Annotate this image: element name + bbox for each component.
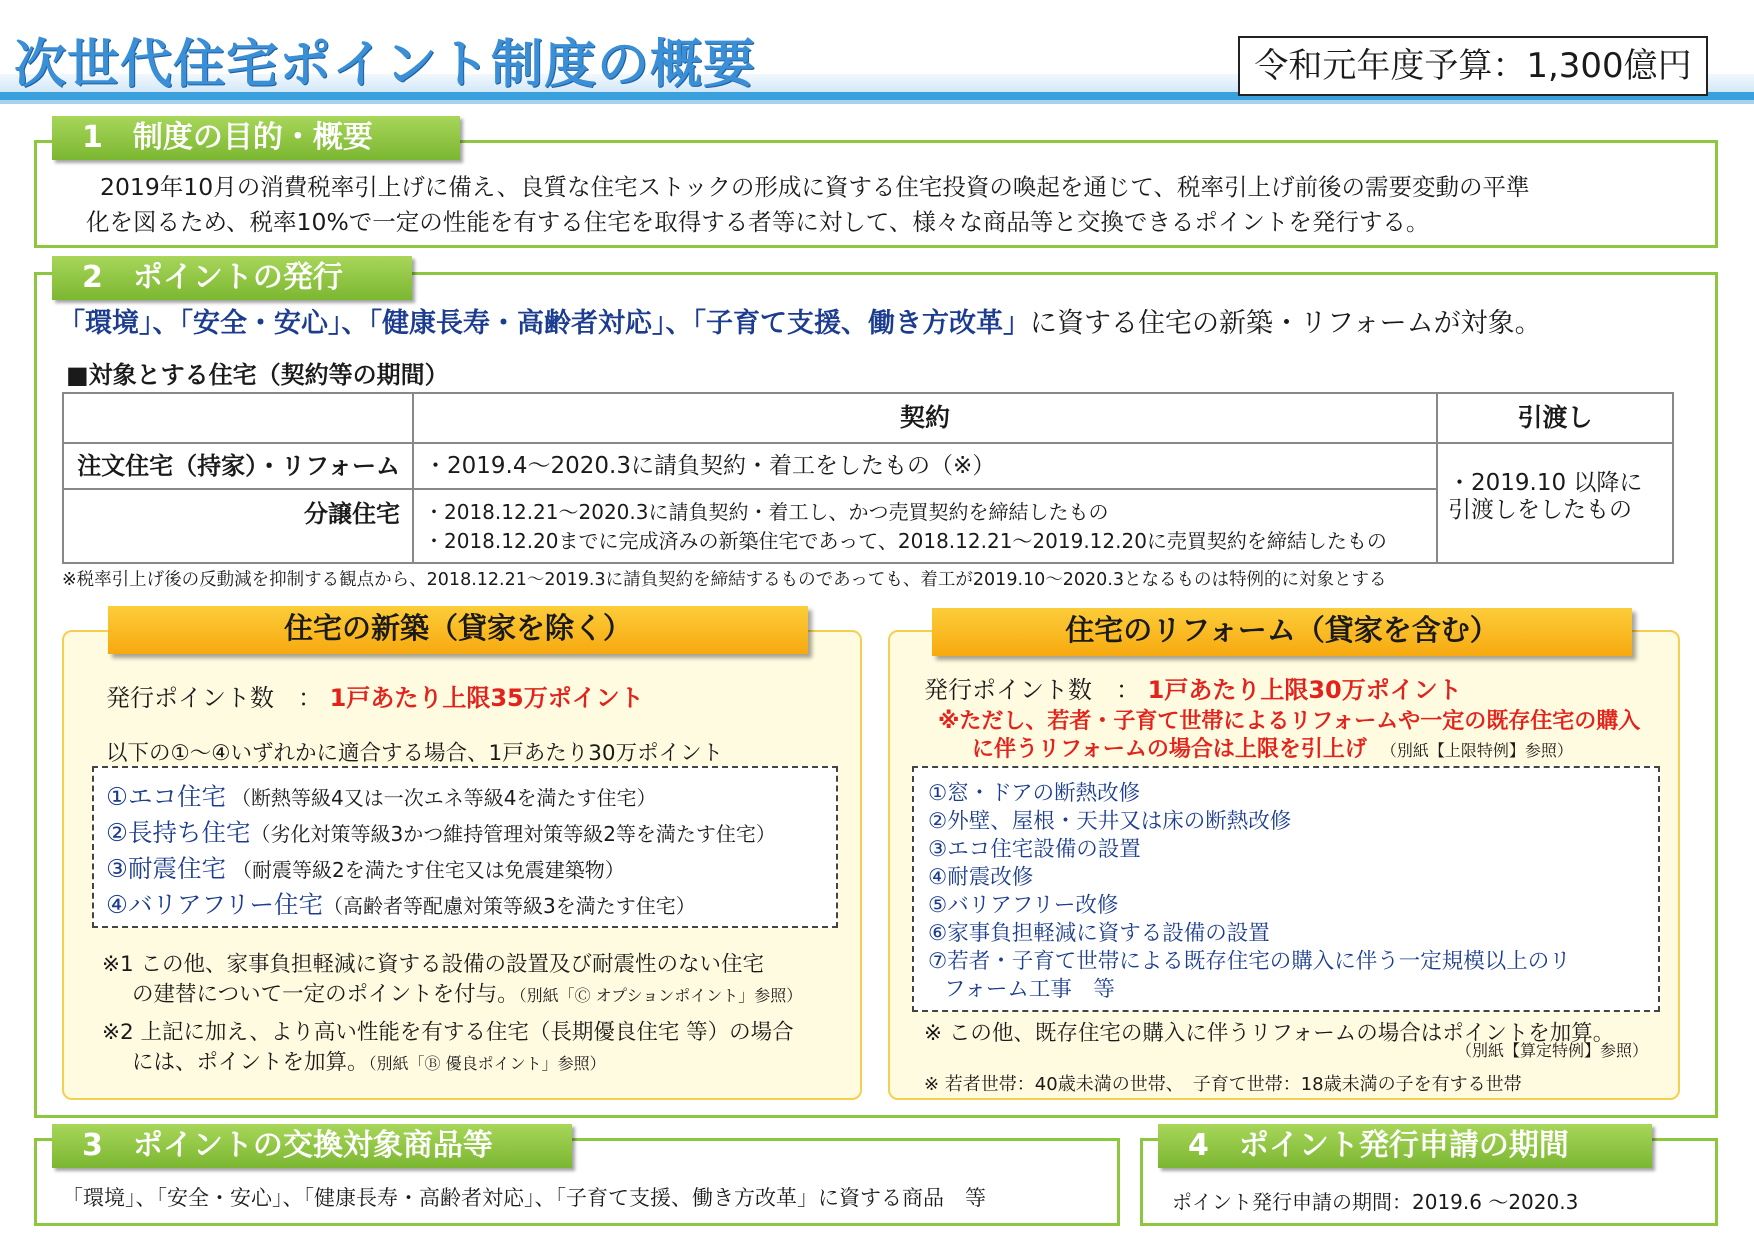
reform-note1-ref: （別紙【算定特例】参照） xyxy=(1456,1041,1649,1060)
section2-tab: 2 ポイントの発行 xyxy=(52,256,412,300)
new-build-points-value: 1戸あたり上限35万ポイント xyxy=(329,684,644,712)
new-build-item-desc: （劣化対策等級3かつ維持管理対策等級2等を満たす住宅） xyxy=(250,822,776,846)
reform-item: ⑤バリアフリー改修 xyxy=(928,893,1119,918)
reform-exception-line2 xyxy=(972,732,1573,763)
new-build-item-name: ④バリアフリー住宅 xyxy=(106,890,323,919)
new-build-item-barrier-free xyxy=(106,886,696,921)
reform-points xyxy=(924,670,1462,705)
section3-text: 「環境」、「安全・安心」、「健康長寿・高齢者対応」、「子育て支援、働き方改革」に資する商品 等 xyxy=(62,1186,986,1210)
section1-text xyxy=(50,170,1690,240)
reform-points-value: 1戸あたり上限30万ポイント xyxy=(1147,676,1462,704)
new-build-note1-line2 xyxy=(102,980,842,1011)
new-build-note1 xyxy=(102,950,842,1011)
new-build-item-desc: （耐震等級2を満たす住宅又は免震建築物） xyxy=(241,858,625,882)
table-row1-label: 注文住宅（持家）・リフォーム xyxy=(77,452,400,480)
reform-item: ①窓・ドアの断熱改修 xyxy=(928,781,1141,806)
table-header-contract: 契約 xyxy=(899,403,950,432)
reform-item: ⑥家事負担軽減に資する設備の設置 xyxy=(928,921,1270,946)
table-rule-row1 xyxy=(64,488,1436,490)
section1-text-line2: 化を図るため、税率10%で一定の性能を有する住宅を取得する者等に対して、様々な商品等と交換できるポイントを発行する。 xyxy=(86,208,1430,236)
target-housing-table xyxy=(62,392,1674,564)
reform-item: ②外壁、屋根・天井又は床の断熱改修 xyxy=(928,809,1292,834)
section2-heading-emphasis: 「環境」、「安全・安心」、「健康長寿・高齢者対応」、「子育て支援、働き方改革」 xyxy=(58,308,1030,339)
table-delivery-line1: ・2019.10 以降に xyxy=(1448,470,1643,496)
section1-tab: 1 制度の目的・概要 xyxy=(52,116,460,160)
new-build-note2-ref: （別紙「Ⓑ 優良ポイント」参照） xyxy=(368,1054,606,1073)
reform-note1: ※ この他、既存住宅の購入に伴うリフォームの場合はポイントを加算。 xyxy=(924,1021,1615,1046)
table-delivery-cell xyxy=(1448,470,1670,524)
new-build-note1-ref: （別紙「Ⓒ オプションポイント」参照） xyxy=(518,986,803,1005)
reform-exception-text: に伴うリフォームの場合は上限を引上げ xyxy=(972,737,1367,762)
reform-item: フォーム工事 等 xyxy=(944,977,1115,1002)
reform-points-label: 発行ポイント数 ： xyxy=(924,676,1140,704)
table-note: ※税率引上げ後の反動減を抑制する観点から、2018.12.21～2019.3に請負契約を締結するものであっても、着工が2019.10～2020.3となるものは特例的に対象とする xyxy=(62,570,1387,590)
new-build-item-desc: （高齢者等配慮対策等級3を満たす住宅） xyxy=(322,894,696,918)
reform-note2: ※ 若者世帯：40歳未満の世帯、 子育て世帯：18歳未満の子を有する世帯 xyxy=(924,1074,1522,1095)
section1-text-line1: 2019年10月の消費税率引上げに備え、良質な住宅ストックの形成に資する住宅投資の喚起を通じて、税率引上げ前後の需要変動の平準 xyxy=(100,173,1530,201)
section2-heading-rest: に資する住宅の新築・リフォームが対象。 xyxy=(1030,308,1542,339)
new-build-item-name: ①エコ住宅 xyxy=(106,782,226,811)
new-build-points-label: 発行ポイント数 ： xyxy=(106,684,322,712)
new-build-item-name: ③耐震住宅 xyxy=(106,854,226,883)
new-build-item-desc: （断熱等級4又は一次エネ等級4を満たす住宅） xyxy=(231,786,657,810)
section4-tab: 4 ポイント発行申請の期間 xyxy=(1158,1124,1652,1168)
table-header-delivery: 引渡し xyxy=(1517,403,1593,432)
section2-heading xyxy=(58,304,1542,344)
reform-item: ③エコ住宅設備の設置 xyxy=(928,837,1141,862)
new-build-criteria-list xyxy=(92,766,838,928)
reform-tab: 住宅のリフォーム（貸家を含む） xyxy=(932,608,1632,656)
new-build-item-eco xyxy=(106,778,657,813)
table-row2-contract-line1: ・2018.12.21～2020.3に請負契約・着工し、かつ売買契約を締結したもの xyxy=(424,500,1109,524)
header-stripe-pale xyxy=(0,100,1754,104)
new-build-points xyxy=(106,678,644,713)
reform-exception-ref: （別紙【上限特例】参照） xyxy=(1388,741,1573,760)
page-title: 次世代住宅ポイント制度の概要 xyxy=(14,35,757,95)
reform-work-list xyxy=(912,766,1660,1012)
table-delivery-line2: 引渡しをしたもの xyxy=(1448,497,1632,523)
new-build-note1-line1: ※1 この他、家事負担軽減に資する設備の設置及び耐震性のない住宅 xyxy=(102,952,765,977)
new-build-item-long-life xyxy=(106,814,776,849)
section2-subheading: ■対象とする住宅（契約等の期間） xyxy=(66,361,449,389)
new-build-note2 xyxy=(102,1018,842,1079)
table-row2-label: 分譲住宅 xyxy=(304,500,400,528)
new-build-note2-line2 xyxy=(102,1048,842,1079)
new-build-item-earthquake xyxy=(106,850,625,885)
reform-exception-line1: ※ただし、若者・子育て世帯によるリフォームや一定の既存住宅の購入 xyxy=(938,709,1641,734)
new-build-tab: 住宅の新築（貸家を除く） xyxy=(108,606,808,654)
reform-item: ④耐震改修 xyxy=(928,865,1034,890)
reform-item: ⑦若者・子育て世帯による既存住宅の購入に伴う一定規模以上のリ xyxy=(928,949,1571,974)
new-build-condition: 以下の①～④いずれかに適合する場合、1戸あたり30万ポイント xyxy=(106,741,724,766)
section3-tab: 3 ポイントの交換対象商品等 xyxy=(52,1124,572,1168)
new-build-note2-text: には、ポイントを加算。 xyxy=(132,1050,369,1075)
budget-box: 令和元年度予算：1,300億円 xyxy=(1238,36,1708,96)
table-row1-contract: ・2019.4～2020.3に請負契約・着工をしたもの（※） xyxy=(424,453,996,479)
new-build-item-name: ②長持ち住宅 xyxy=(106,818,251,847)
table-row2-contract xyxy=(424,498,1434,556)
new-build-note1-text: の建替について一定のポイントを付与。 xyxy=(132,982,519,1007)
new-build-note2-line1: ※2 上記に加え、より高い性能を有する住宅（長期優良住宅 等）の場合 xyxy=(102,1020,794,1045)
table-row2-contract-line2: ・2018.12.20までに完成済みの新築住宅であって、2018.12.21～2019.12.20に売買契約を締結したもの xyxy=(424,529,1387,553)
section4-text: ポイント発行申請の期間：2019.6 ～2020.3 xyxy=(1172,1190,1579,1214)
